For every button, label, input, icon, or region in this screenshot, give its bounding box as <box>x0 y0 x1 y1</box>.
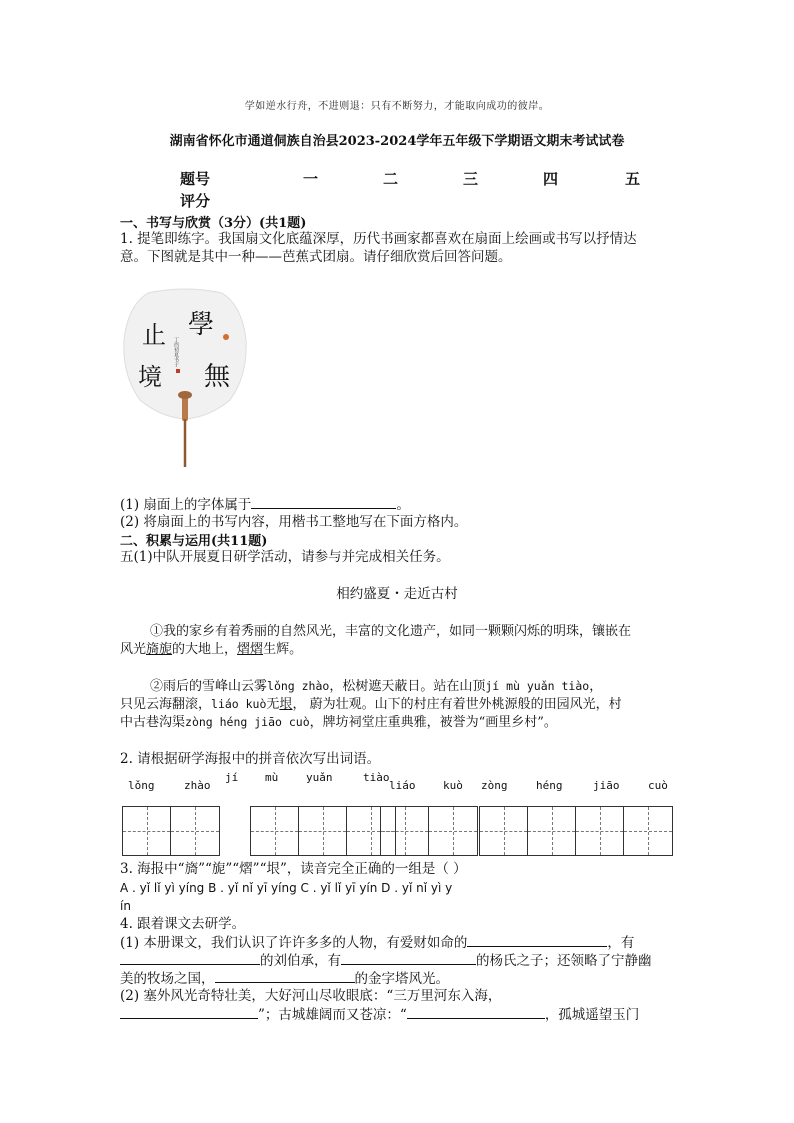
q2-text: 2. 请根据研学海报中的拼音依次写出词语。 <box>120 751 381 767</box>
fan-char-xue: 學 <box>188 310 215 340</box>
q4-sub2-line1: (2) 塞外风光奇特壮美，大好河山尽收眼底：“三万里河东入海， <box>120 988 502 1004</box>
q1-sub1: (1) 扇面上的字体属于 。 <box>120 497 410 513</box>
score-col-4: 四 <box>543 170 559 188</box>
fan-seal-icon <box>176 369 180 373</box>
grid-cell[interactable] <box>528 807 576 855</box>
fan-char-zhi: 止 <box>142 321 166 349</box>
q3-options-wrap: ín <box>120 899 131 913</box>
header-motto: 学如逆水行舟，不进则退：只有不断努力，才能取向成功的彼岸。 <box>244 101 550 112</box>
section1-heading: 一、书写与欣赏（3分）(共1题) <box>120 216 307 231</box>
answer-blank[interactable] <box>120 1005 258 1019</box>
q4-sub2-line2: ”；古城雄阔而又苍凉：“ ，孤城遥望玉门 <box>120 1005 639 1024</box>
grid-pinyin: héng <box>536 779 563 792</box>
grid-pinyin: liáo <box>389 779 416 792</box>
score-col-5: 五 <box>625 170 641 188</box>
writing-grid-4[interactable] <box>479 806 673 856</box>
q3-text: 3. 海报中“旖”“旎”“熠”“垠”，读音完全正确的一组是（ ） <box>120 861 467 877</box>
q4-sub1-line2: 的刘伯承，有 的杨氏之子；还领略了宁静幽 <box>120 951 652 970</box>
fan-char-jing: 境 <box>138 363 162 391</box>
grid-pinyin: lǒng <box>128 779 155 792</box>
q1-text-line1: 1. 提笔即练字。我国扇文化底蕴深厚，历代书画家都喜欢在扇面上绘画或书写以抒情达 <box>120 231 637 247</box>
grid-cell[interactable] <box>480 807 528 855</box>
answer-blank[interactable] <box>251 495 396 509</box>
answer-blank[interactable] <box>407 1005 545 1019</box>
grid-pinyin: zòng <box>481 779 508 792</box>
fan-inscription: 丁酉初夏书于 <box>173 337 179 367</box>
q3-options[interactable]: A . yǐ lǐ yì yíng B . yǐ nǐ yī yíng C . yǐ lǐ yī yín D . yǐ nǐ yì y <box>120 881 453 895</box>
grid-pinyin: cuò <box>648 779 668 792</box>
grid-cell[interactable] <box>251 807 299 855</box>
answer-blank[interactable] <box>467 933 607 947</box>
grid-pinyin: kuò <box>443 779 463 792</box>
grid-cell[interactable] <box>123 807 171 855</box>
score-col-2: 二 <box>383 170 399 188</box>
poster-para1-line1: ①我的家乡有着秀丽的自然风光，丰富的文化遗产，如同一颗颗闪烁的明珠，镶嵌在 <box>150 624 632 639</box>
section2-intro: 五(1)中队开展夏日研学活动，请参与并完成相关任务。 <box>120 549 450 565</box>
poster-para2-line3: 中古巷沟渠zòng héng jiāo cuò，牌坊祠堂庄重典雅，被誉为“画里乡村”。 <box>120 715 557 730</box>
score-row-label-score: 评分 <box>180 192 211 210</box>
fan-seal-dot-icon <box>223 334 229 340</box>
answer-blank[interactable] <box>120 951 260 965</box>
grid-pinyin: yuǎn <box>306 771 333 784</box>
q1-sub2: (2) 将扇面上的书写内容，用楷书工整地写在下面方格内。 <box>120 514 468 530</box>
grid-cell[interactable] <box>429 807 477 855</box>
grid-pinyin: zhào <box>184 779 211 792</box>
score-col-1: 一 <box>303 170 319 188</box>
q4-sub1-line3: 美的牧场之国， 的金字塔风光。 <box>120 971 449 987</box>
section2-heading: 二、积累与运用(共11题) <box>120 534 268 549</box>
plantain-fan-image <box>120 285 250 475</box>
poster-para2-line2: 只见云海翻滚，liáo kuò无垠， 蔚为壮观。山下的村庄有着世外桃源般的田园风光，村 <box>120 697 622 712</box>
writing-grid-1[interactable] <box>122 806 220 856</box>
exam-title: 湖南省怀化市通道侗族自治县2023-2024学年五年级下学期语文期末考试试卷 <box>169 134 625 149</box>
score-row-label-number: 题号 <box>180 170 211 188</box>
answer-blank[interactable] <box>215 969 355 983</box>
q4-sub1-line1: (1) 本册课文，我们认识了许许多多的人物，有爱财如命的 ，有 <box>120 935 635 951</box>
poster-para2-line1: ②雨后的雪峰山云雾lǒng zhào，松树遮天蔽日。站在山顶jí mù yuǎn tiào， <box>150 679 603 694</box>
poster-title: 相约盛夏・走近古村 <box>336 586 458 602</box>
grid-cell[interactable] <box>576 807 624 855</box>
poster-para1-line2: 风光旖旎的大地上，熠熠生辉。 <box>120 642 303 657</box>
answer-blank[interactable] <box>341 951 476 965</box>
grid-cell[interactable] <box>381 807 429 855</box>
grid-pinyin: tiào <box>363 771 390 784</box>
q4-text: 4. 跟着课文去研学。 <box>120 916 246 932</box>
writing-grid-2[interactable] <box>250 806 396 856</box>
grid-pinyin: jiāo <box>593 779 620 792</box>
writing-grid-3[interactable] <box>380 806 478 856</box>
grid-cell[interactable] <box>299 807 347 855</box>
score-col-3: 三 <box>463 170 479 188</box>
q1-text-line2: 意。下图就是其中一种——芭蕉式团扇。请仔细欣赏后回答问题。 <box>120 249 512 265</box>
fan-char-wu: 無 <box>204 362 231 392</box>
grid-pinyin: jí <box>225 771 239 784</box>
grid-cell[interactable] <box>624 807 672 855</box>
grid-pinyin: mù <box>265 771 279 784</box>
grid-cell[interactable] <box>171 807 219 855</box>
